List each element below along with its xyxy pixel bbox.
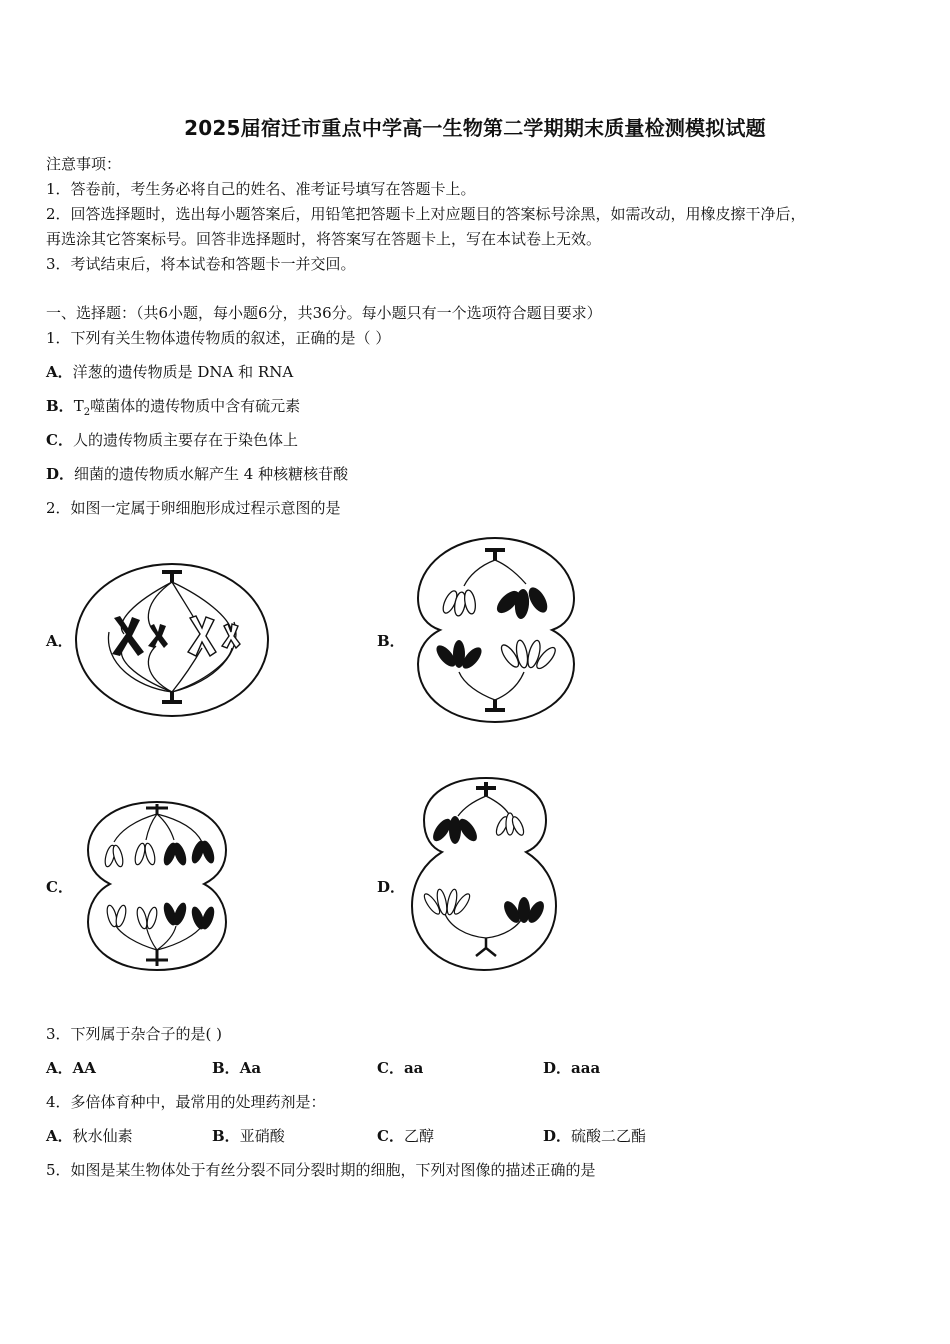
q2-figure-d[interactable] bbox=[410, 776, 558, 972]
q2-figure-b[interactable] bbox=[414, 536, 576, 724]
notice-item-3: 3．考试结束后，将本试卷和答题卡一并交回。 bbox=[46, 255, 356, 273]
q4-option-c-label: C． bbox=[377, 1127, 404, 1145]
q1-option-c[interactable] bbox=[46, 429, 298, 450]
q3-option-b-text: Aa bbox=[239, 1059, 262, 1077]
q3-option-c-label: C． bbox=[377, 1059, 404, 1077]
q2-stem: 2．如图一定属于卵细胞形成过程示意图的是 bbox=[46, 499, 341, 517]
q1-option-b-t: T bbox=[73, 397, 84, 415]
q1-option-d-text: 细菌的遗传物质水解产生 4 种核糖核苷酸 bbox=[74, 465, 349, 483]
q1-option-b-label: B． bbox=[46, 397, 74, 415]
q3-option-a-text: AA bbox=[72, 1059, 96, 1077]
q4-option-b[interactable] bbox=[212, 1125, 285, 1146]
notice-heading: 注意事项： bbox=[46, 155, 122, 173]
q1-option-a[interactable] bbox=[46, 361, 293, 382]
q2-figure-c[interactable] bbox=[86, 800, 228, 972]
q4-option-a-text: 秋水仙素 bbox=[72, 1127, 133, 1145]
q1-option-a-label: A． bbox=[46, 363, 73, 381]
q1-option-a-text: 洋葱的遗传物质是 DNA 和 RNA bbox=[72, 363, 294, 381]
q5-stem: 5．如图是某生物体处于有丝分裂不同分裂时期的细胞，下列对图像的描述正确的是 bbox=[46, 1161, 596, 1179]
q2-label-b[interactable]: B． bbox=[377, 632, 405, 650]
q3-option-c-text: aa bbox=[403, 1059, 424, 1077]
q4-option-b-label: B． bbox=[212, 1127, 240, 1145]
notice-item-1: 1．答卷前，考生务必将自己的姓名、准考证号填写在答题卡上。 bbox=[46, 180, 476, 198]
q2-label-c[interactable]: C． bbox=[46, 878, 73, 896]
section-heading: 一、选择题：（共6小题，每小题6分，共36分。每小题只有一个选项符合题目要求） bbox=[46, 304, 602, 322]
q4-option-d-label: D． bbox=[543, 1127, 572, 1145]
q1-option-d-label: D． bbox=[46, 465, 75, 483]
q3-option-c[interactable] bbox=[377, 1057, 423, 1078]
q2-label-a[interactable]: A． bbox=[46, 632, 73, 650]
q4-option-a-label: A． bbox=[46, 1127, 73, 1145]
q2-label-d[interactable]: D． bbox=[377, 878, 406, 896]
q4-option-a[interactable] bbox=[46, 1125, 133, 1146]
q1-option-c-text: 人的遗传物质主要存在于染色体上 bbox=[72, 431, 298, 449]
q4-option-b-text: 亚硝酸 bbox=[239, 1127, 285, 1145]
q3-option-b[interactable] bbox=[212, 1057, 261, 1078]
notice-item-2: 2．回答选择题时，选出每小题答案后，用铅笔把答题卡上对应题目的答案标号涂黑，如需改动，用橡皮擦干净后， bbox=[46, 205, 806, 223]
q3-option-a-label: A． bbox=[46, 1059, 73, 1077]
q1-option-c-label: C． bbox=[46, 431, 73, 449]
q4-stem: 4．多倍体育种中，最常用的处理药剂是： bbox=[46, 1093, 326, 1111]
q3-option-d[interactable] bbox=[543, 1057, 600, 1078]
q4-option-c-text: 乙醇 bbox=[403, 1127, 434, 1145]
q1-option-b[interactable] bbox=[46, 395, 300, 418]
q3-option-d-label: D． bbox=[543, 1059, 572, 1077]
q1-option-b-text: 噬菌体的遗传物质中含有硫元素 bbox=[90, 397, 301, 415]
q1-stem: 1．下列有关生物体遗传物质的叙述，正确的是（ ） bbox=[46, 329, 391, 347]
page-title: 2025届宿迁市重点中学高一生物第二学期期末质量检测模拟试题 bbox=[184, 116, 766, 140]
notice-item-2-cont: 再选涂其它答案标号。回答非选择题时，将答案写在答题卡上，写在本试卷上无效。 bbox=[46, 230, 602, 248]
q4-option-c[interactable] bbox=[377, 1125, 434, 1146]
q1-option-b-sub: 2 bbox=[83, 407, 91, 418]
q1-option-d[interactable] bbox=[46, 463, 348, 484]
q3-stem: 3．下列属于杂合子的是( ) bbox=[46, 1025, 223, 1043]
q2-figure-a[interactable] bbox=[74, 562, 270, 718]
q3-option-d-text: aaa bbox=[571, 1059, 601, 1077]
q4-option-d[interactable] bbox=[543, 1125, 646, 1146]
q3-option-b-label: B． bbox=[212, 1059, 240, 1077]
q4-option-d-text: 硫酸二乙酯 bbox=[571, 1127, 647, 1145]
q3-option-a[interactable] bbox=[46, 1057, 96, 1078]
